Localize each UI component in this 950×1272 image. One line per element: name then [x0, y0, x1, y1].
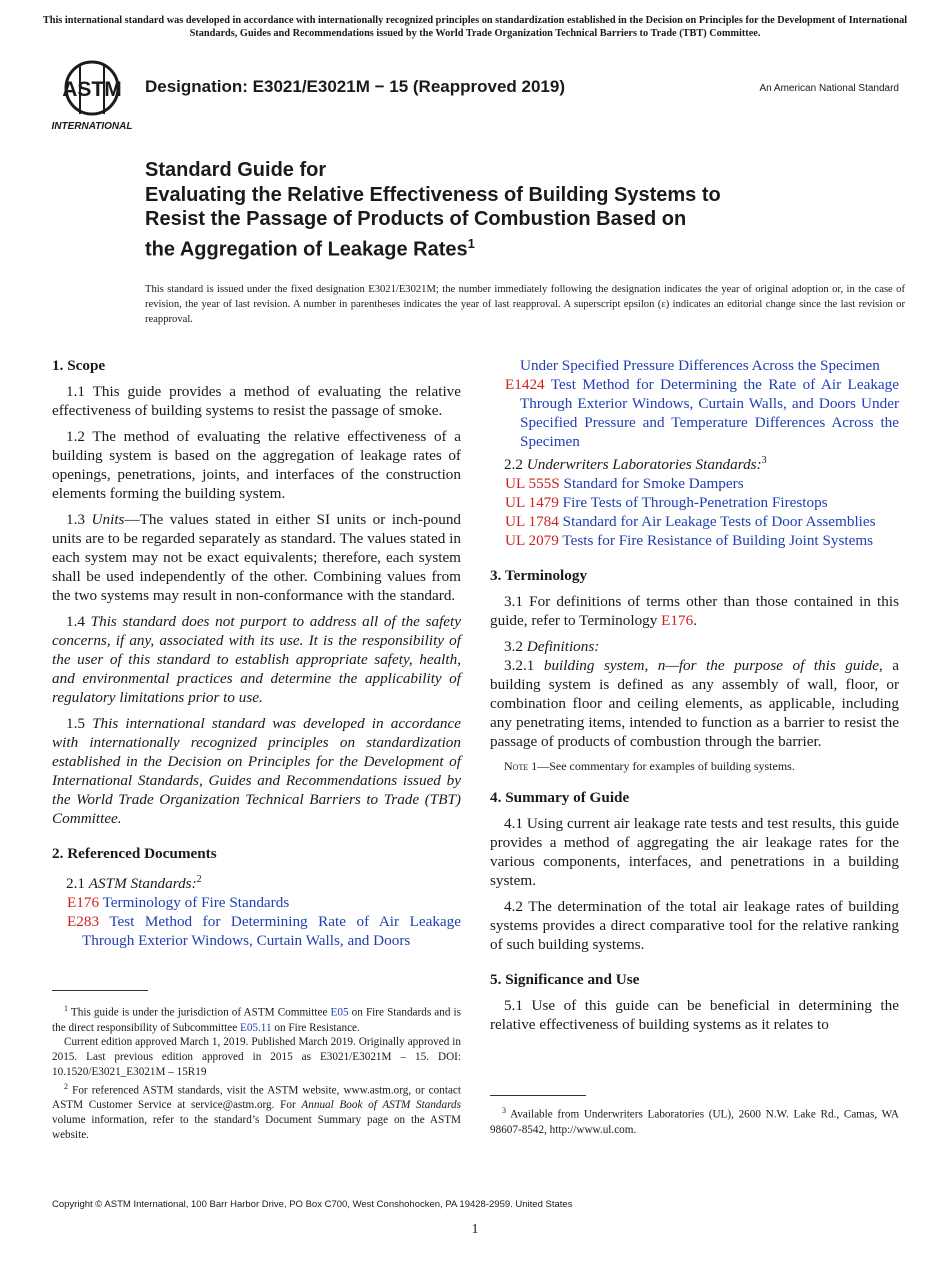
logo-text: ASTM	[62, 78, 122, 101]
document-title	[145, 158, 865, 262]
footnote-3: $^3$ Available from Underwriters Laboratories (UL), 2600 N.W. Lake Rd., Camas, WA 98607-8542, http://www.ul.com.	[490, 1106, 899, 1136]
para-4-2: 4.2 The determination of the total air leakage rates of building systems provides a direct comparative tool for the relative ranking of such building systems.	[490, 898, 899, 954]
summary-heading: 4. Summary of Guide	[490, 789, 630, 807]
scope-heading: 1. Scope	[52, 357, 106, 374]
ul-standards-label: 2.2 Underwriters Laboratories Standards:$^3$	[504, 455, 767, 474]
footnotes-right	[490, 1104, 899, 1137]
terminology-heading: 3. Terminology	[490, 567, 588, 585]
para-1-5: 1.5 This international standard was developed in accordance with internationally recognized principles on standardization established in the Decision on Principles for the Development of International Standards, Guides and Recommendations issued by the World Trade Organization Technical Barriers to Trade (TBT) Committee.	[52, 715, 462, 827]
copyright: Copyright © ASTM International, 100 Barr Harbor Drive, PO Box C700, West Conshohocken, PA 19428-2959. United States	[52, 1199, 573, 1210]
ref-e283[interactable]: E283 Test Method for Determining Rate of Air Leakage Through Exterior Windows, Curtain Walls, and Doors	[67, 913, 462, 950]
para-5-1: 5.1 Use of this guide can be beneficial in determining the relative effectiveness of building systems as it relates to	[490, 997, 899, 1034]
footnote-rule-left	[52, 990, 148, 991]
ref-e1424[interactable]: E1424 Test Method for Determining the Rate of Air Leakage Through Exterior Windows, Curtain Walls, and Doors Under Specified Pressure and Temperature Differences Across the Specimen	[505, 376, 899, 450]
footnote-rule-right	[490, 1095, 586, 1096]
para-1-1: 1.1 This guide provides a method of evaluating the relative effectiveness of building systems to resist the passage of smoke.	[52, 383, 461, 419]
footnotes-left	[52, 1002, 461, 1143]
note-1: Note 1—See commentary for examples of building systems.	[504, 759, 795, 774]
ref-ul555s[interactable]: UL 555S Standard for Smoke Dampers	[505, 475, 744, 493]
page-number: 1	[471, 1222, 479, 1237]
title-footnote-mark: 1	[467, 235, 475, 251]
ref-ul1479[interactable]: UL 1479 Fire Tests of Through-Penetration Firestops	[505, 494, 828, 512]
referenced-heading: 2. Referenced Documents	[52, 845, 217, 862]
designation: Designation: E3021/E3021M − 15 (Reapproved 2019)	[145, 77, 565, 96]
para-3-1: 3.1 For definitions of terms other than those contained in this guide, refer to Terminology E176.	[490, 593, 899, 630]
para-1-2: 1.2 The method of evaluating the relative effectiveness of a building system is based on the aggregation of leakage rates of openings, penetrations, joints, and interfaces of the construction elements forming the building system.	[52, 428, 461, 502]
title-line-2: Evaluating the Relative Effectiveness of Building Systems to	[145, 183, 721, 206]
ref-e283-continued[interactable]: Under Specified Pressure Differences Across the Specimen	[520, 357, 880, 374]
link-e176[interactable]: E176	[661, 612, 694, 630]
issued-note: This standard is issued under the fixed designation E3021/E3021M; the number immediately following the designation indicates the year of original adoption or, in the case of revision, the year of last revision. A number in parentheses indicates the year of last reapproval. A superscript epsilon (ε) indicates an editorial change since the last revision or reapproval.	[145, 284, 905, 325]
title-line-4: the Aggregation of Leakage Rates	[145, 238, 468, 261]
footnote-1-edition: Current edition approved March 1, 2019. Published March 2019. Originally approved in 2015. Last previous edition approved in 2015 as E3021/E3021M – 15. DOI: 10.1520/E3021_E3021M – 15R19	[52, 1036, 461, 1078]
para-1-3: 1.3 Units—The values stated in either SI units or inch-pound units are to be regarded separately as standard. The values stated in each system may not be exact equivalents; therefore, each system shall be used independently of the other. Combining values from the two systems may result in non-conformance with the standard.	[52, 511, 462, 604]
american-national-standard: An American National Standard	[759, 83, 899, 94]
para-4-1: 4.1 Using current air leakage rate tests and test results, this guide provides a method of aggregating the air leakage rates for the various components, interfaces, and penetrations in a building system.	[490, 815, 899, 890]
astm-standards-label: 2.1 ASTM Standards:$^2$	[66, 874, 202, 893]
ref-ul1784[interactable]: UL 1784 Standard for Air Leakage Tests of Door Assemblies	[505, 513, 876, 531]
title-line-3: Resist the Passage of Products of Combustion Based on	[145, 208, 687, 230]
footnote-2: $^2$ For referenced ASTM standards, visit the ASTM website, www.astm.org, or contact ASTM Customer Service at service@astm.org. For Annual Book of ASTM Standards volume information, refer to the standard’s Document Summary page on the ASTM website.	[52, 1081, 461, 1141]
ref-e176[interactable]: E176 Terminology of Fire Standards	[67, 894, 290, 912]
para-3-2-1: 3.2.1 building system, n—for the purpose of this guide, a building system is defined as any assembly of wall, floor, or combination floor and ceiling elements, as applicable, including any penetrating items, intended to function as a barrier to resist the passage of products of combustion through the barrier.	[490, 657, 899, 751]
footnote-1: $^1$ This guide is under the jurisdiction of ASTM Committee E05 on Fire Standards and is the direct responsibility of Subcommittee E05.11 on Fire Resistance.	[52, 1004, 461, 1034]
para-1-4: 1.4 This standard does not purport to address all of the safety concerns, if any, associated with its use. It is the responsibility of the user of this standard to establish appropriate safety, health, and environmental practices and determine the applicability of regulatory limitations prior to use.	[52, 613, 462, 706]
link-e05[interactable]: E05	[330, 1006, 349, 1019]
left-column	[52, 356, 461, 950]
ref-ul2079[interactable]: UL 2079 Tests for Fire Resistance of Building Joint Systems	[505, 532, 874, 550]
para-3-2: 3.2 Definitions:	[504, 638, 600, 656]
significance-heading: 5. Significance and Use	[490, 971, 640, 989]
logo-caption: INTERNATIONAL	[51, 121, 133, 132]
title-line-1: Standard Guide for	[145, 159, 327, 181]
astm-logo	[50, 56, 134, 132]
link-e05-11[interactable]: E05.11	[239, 1021, 272, 1034]
right-column	[490, 356, 899, 1041]
top-notice: This international standard was developed in accordance with internationally recognized principles on standardization established in the Decision on Principles for the Development of International Standards, Guides and Recommendations issued by the World Trade Organization Technical Barriers to Trade (TBT) Committee.	[42, 15, 908, 39]
